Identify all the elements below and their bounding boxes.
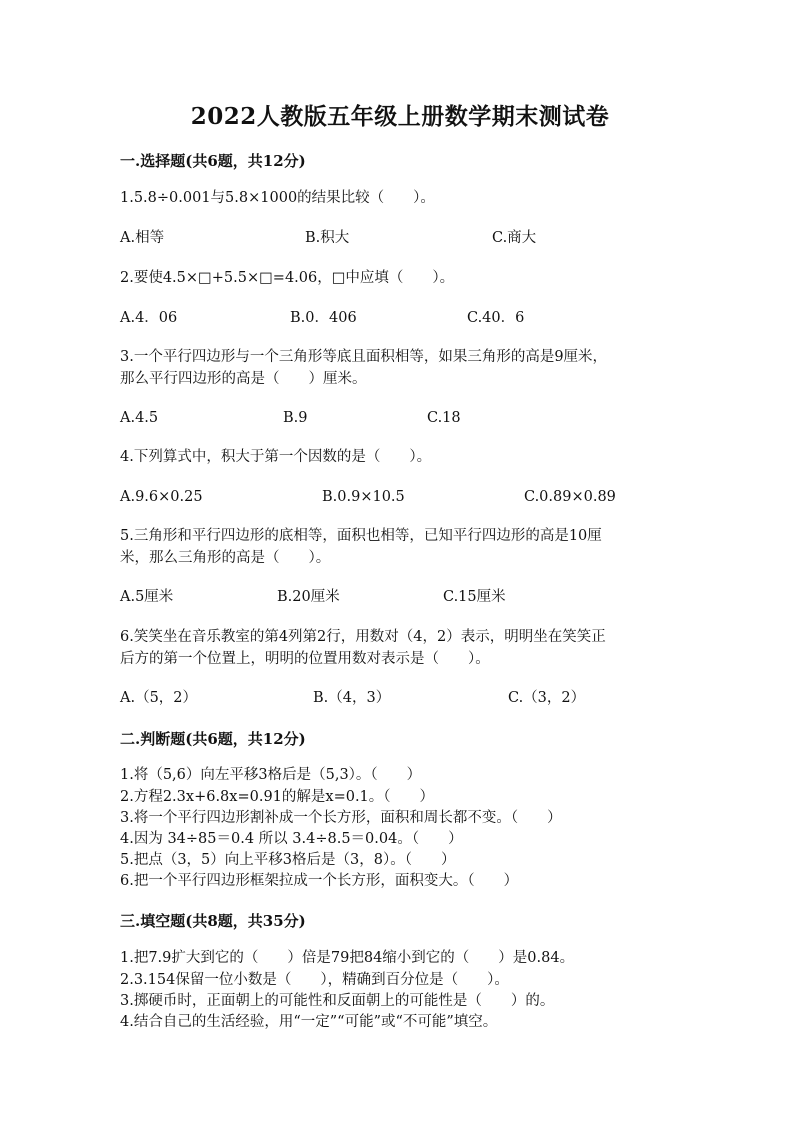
judgement-item-1: 1.将（5,6）向左平移3格后是（5,3）。（ ）: [120, 767, 422, 783]
question-4-stem: 4.下列算式中，积大于第一个因数的是（ ）。: [120, 449, 432, 465]
q3-option-a: A.4.5: [120, 410, 159, 426]
judgement-item-6: 6.把一个平行四边形框架拉成一个长方形，面积变大。（ ）: [120, 873, 519, 889]
section-heading-choice: 一.选择题(共6题，共12分): [120, 152, 306, 170]
section-heading-judgement: 二.判断题(共6题，共12分): [120, 730, 306, 748]
q5-option-b: B.20厘米: [277, 589, 340, 605]
q2-option-a: A.4．06: [120, 310, 178, 326]
q3-option-c: C.18: [427, 410, 461, 426]
q2-option-c: C.40．6: [467, 310, 525, 326]
q3-option-b: B.9: [283, 410, 308, 426]
q1-option-a: A.相等: [120, 230, 165, 246]
q2-option-b: B.0．406: [290, 310, 357, 326]
question-6-stem-line2: 后方的第一个位置上，明明的位置用数对表示是（ ）。: [120, 651, 490, 667]
judgement-item-5: 5.把点（3，5）向上平移3格后是（3，8）。（ ）: [120, 852, 456, 868]
question-2-stem: 2.要使4.5×□+5.5×□=4.06，□中应填（ ）。: [120, 270, 455, 286]
q6-option-c: C.（3，2）: [508, 690, 586, 706]
question-6-stem-line1: 6.笑笑坐在音乐教室的第4列第2行，用数对（4，2）表示，明明坐在笑笑正: [120, 629, 606, 645]
judgement-item-2: 2.方程2.3x+6.8x=0.91的解是x=0.1。（ ）: [120, 789, 435, 805]
question-5-stem-line2: 米，那么三角形的高是（ ）。: [120, 550, 331, 566]
judgement-item-4: 4.因为 34÷85＝0.4 所以 3.4÷8.5＝0.04。（ ）: [120, 831, 463, 847]
section-heading-fill-blank: 三.填空题(共8题，共35分): [120, 912, 306, 930]
question-1-stem: 1.5.8÷0.001与5.8×1000的结果比较（ ）。: [120, 190, 435, 206]
q4-option-c: C.0.89×0.89: [524, 489, 616, 505]
q4-option-b: B.0.9×10.5: [322, 489, 405, 505]
q1-option-c: C.商大: [492, 230, 537, 246]
fill-item-1: 1.把7.9扩大到它的（ ）倍是79把84缩小到它的（ ）是0.84。: [120, 950, 575, 966]
question-3-stem-line1: 3.一个平行四边形与一个三角形等底且面积相等，如果三角形的高是9厘米，: [120, 349, 608, 365]
judgement-item-3: 3.将一个平行四边形割补成一个长方形，面积和周长都不变。（ ）: [120, 810, 562, 826]
q5-option-c: C.15厘米: [443, 589, 506, 605]
q1-option-b: B.积大: [305, 230, 350, 246]
q6-option-a: A.（5，2）: [120, 690, 198, 706]
fill-item-3: 3.掷硬币时，正面朝上的可能性和反面朝上的可能性是（ ）的。: [120, 993, 555, 1009]
q5-option-a: A.5厘米: [120, 589, 174, 605]
q4-option-a: A.9.6×0.25: [120, 489, 203, 505]
question-3-stem-line2: 那么平行四边形的高是（ ）厘米。: [120, 371, 367, 387]
q6-option-b: B.（4，3）: [313, 690, 391, 706]
page-title: 2022人教版五年级上册数学期末测试卷: [190, 103, 610, 130]
fill-item-2: 2.3.154保留一位小数是（ ），精确到百分位是（ ）。: [120, 972, 509, 988]
question-5-stem-line1: 5.三角形和平行四边形的底相等，面积也相等，已知平行四边形的高是10厘: [120, 528, 602, 544]
fill-item-4: 4.结合自己的生活经验，用“一定”“可能”或“不可能”填空。: [120, 1014, 498, 1030]
